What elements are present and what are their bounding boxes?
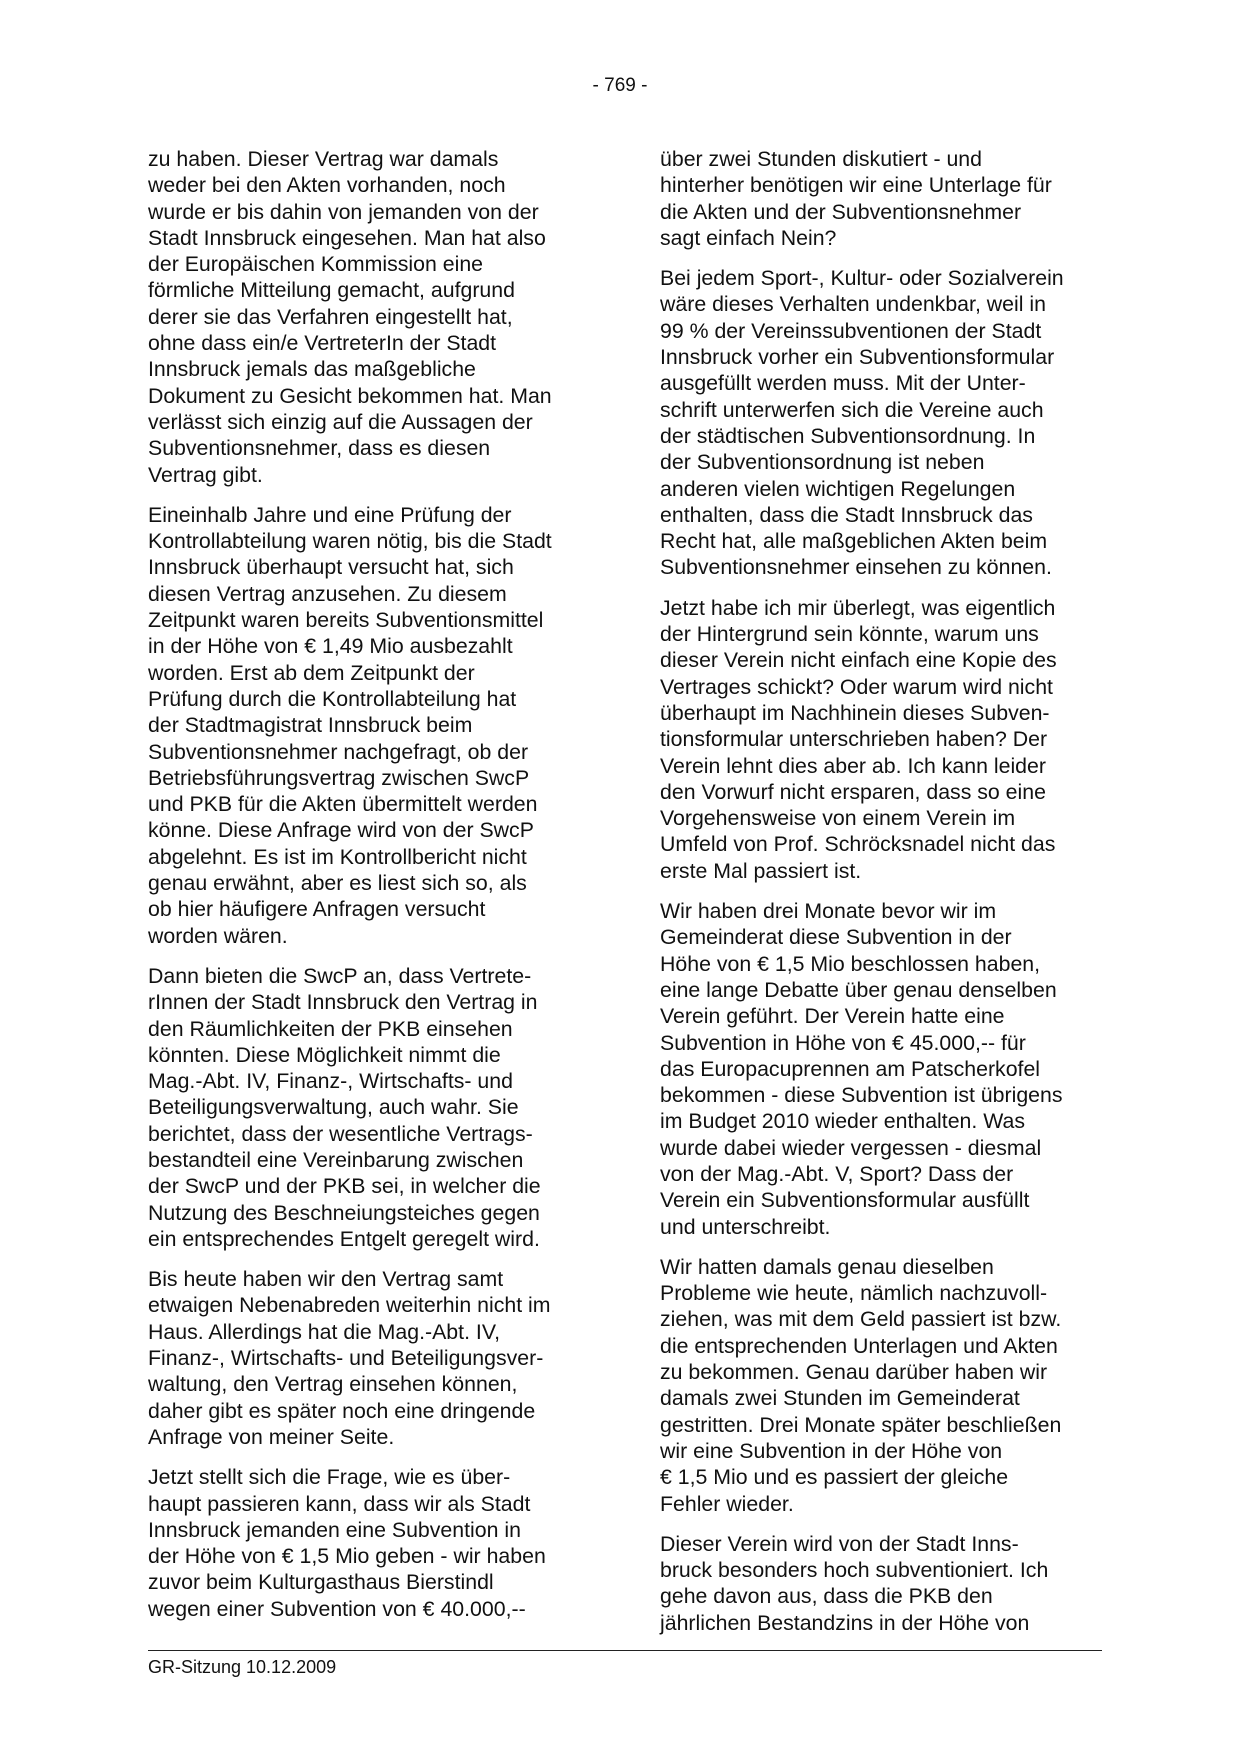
text-line: wurde er bis dahin von jemanden von der — [148, 199, 539, 224]
text-line: derer sie das Verfahren eingestellt hat, — [148, 304, 513, 329]
text-line: der Subventionsordnung ist neben — [660, 450, 985, 475]
text-line: haupt passieren kann, dass wir als Stadt — [148, 1491, 531, 1516]
right-column — [660, 146, 1105, 1650]
text-line: die entsprechenden Unterlagen und Akten — [660, 1333, 1058, 1358]
text-line: Vorgehensweise von einem Verein im — [660, 806, 1016, 831]
text-line: jährlichen Bestandzins in der Höhe von — [660, 1610, 1030, 1635]
text-line: Verein lehnt dies aber ab. Ich kann leider — [660, 753, 1046, 778]
text-line: Probleme wie heute, nämlich nachzuvoll- — [660, 1281, 1048, 1306]
text-line: Innsbruck vorher ein Subventionsformular — [660, 345, 1055, 370]
text-line: Jetzt stellt sich die Frage, wie es über- — [148, 1465, 511, 1490]
text-line: ob hier häufigere Anfragen versucht — [148, 897, 486, 922]
text-line: Höhe von € 1,5 Mio beschlossen haben, — [660, 951, 1041, 976]
paragraph — [660, 146, 1105, 251]
paragraph — [660, 1254, 1105, 1517]
text-line: den Räumlichkeiten der PKB einsehen — [148, 1016, 513, 1041]
text-line: Umfeld von Prof. Schröcksnadel nicht das — [660, 832, 1056, 857]
paragraph — [148, 1464, 600, 1622]
text-line: wäre dieses Verhalten undenkbar, weil in — [660, 292, 1046, 317]
footer-divider — [148, 1650, 1102, 1651]
text-line: gestritten. Drei Monate später beschließen — [660, 1412, 1062, 1437]
text-line: etwaigen Nebenabreden weiterhin nicht im — [148, 1293, 551, 1318]
text-line: Wir hatten damals genau dieselben — [660, 1254, 994, 1279]
text-line: könnten. Diese Möglichkeit nimmt die — [148, 1042, 501, 1067]
text-line: Anfrage von meiner Seite. — [148, 1424, 395, 1449]
paragraph — [660, 898, 1105, 1240]
text-line: anderen vielen wichtigen Regelungen — [660, 476, 1016, 501]
paragraph — [660, 595, 1105, 884]
text-line: Subventionsnehmer nachgefragt, ob der — [148, 739, 529, 764]
text-line: sagt einfach Nein? — [660, 225, 837, 250]
text-line: ein entsprechendes Entgelt geregelt wird. — [148, 1226, 540, 1251]
text-line: wegen einer Subvention von € 40.000,-- — [148, 1596, 526, 1621]
text-line: den Vorwurf nicht ersparen, dass so eine — [660, 779, 1046, 804]
text-line: der SwcP und der PKB sei, in welcher die — [148, 1174, 541, 1199]
text-line: wurde dabei wieder vergessen - diesmal — [660, 1135, 1042, 1160]
paragraph — [660, 1531, 1105, 1636]
text-line: Gemeinderat diese Subvention in der — [660, 925, 1012, 950]
text-line: der städtischen Subventionsordnung. In — [660, 423, 1036, 448]
text-line: zu bekommen. Genau darüber haben wir — [660, 1360, 1048, 1385]
text-line: erste Mal passiert ist. — [660, 858, 862, 883]
text-line: worden. Erst ab dem Zeitpunkt der — [148, 660, 475, 685]
text-line: bekommen - diese Subvention ist übrigens — [660, 1083, 1063, 1108]
text-line: weder bei den Akten vorhanden, noch — [148, 173, 506, 198]
text-line: Stadt Innsbruck eingesehen. Man hat also — [148, 225, 546, 250]
text-line: wir eine Subvention in der Höhe von — [660, 1438, 1003, 1463]
text-line: rInnen der Stadt Innsbruck den Vertrag in — [148, 990, 538, 1015]
text-line: damals zwei Stunden im Gemeinderat — [660, 1386, 1020, 1411]
text-line: Beteiligungsverwaltung, auch wahr. Sie — [148, 1095, 519, 1120]
text-line: Innsbruck überhaupt versucht hat, sich — [148, 555, 514, 580]
text-line: genau erwähnt, aber es liest sich so, als — [148, 871, 527, 896]
text-line: Mag.-Abt. IV, Finanz-, Wirtschafts- und — [148, 1069, 513, 1094]
text-line: Dieser Verein wird von der Stadt Inns- — [660, 1531, 1019, 1556]
text-line: Verein ein Subventionsformular ausfüllt — [660, 1188, 1030, 1213]
text-line: über zwei Stunden diskutiert - und — [660, 147, 983, 171]
text-line: Fehler wieder. — [660, 1491, 794, 1516]
text-line: Subventionsnehmer einsehen zu können. — [660, 555, 1052, 580]
text-line: Eineinhalb Jahre und eine Prüfung der — [148, 502, 512, 527]
text-line: Innsbruck jemanden eine Subvention in — [148, 1517, 521, 1542]
text-line: Vertrages schickt? Oder warum wird nicht — [660, 674, 1053, 699]
text-line: ohne dass ein/e VertreterIn der Stadt — [148, 331, 497, 356]
text-line: Betriebsführungsvertrag zwischen SwcP — [148, 765, 530, 790]
left-column — [148, 146, 600, 1636]
text-line: zuvor beim Kulturgasthaus Bierstindl — [148, 1570, 494, 1595]
text-line: der Europäischen Kommission eine — [148, 252, 484, 277]
text-line: Innsbruck jemals das maßgebliche — [148, 357, 476, 382]
text-line: verlässt sich einzig auf die Aussagen der — [148, 409, 533, 434]
text-line: Nutzung des Beschneiungsteiches gegen — [148, 1200, 540, 1225]
text-line: und PKB für die Akten übermittelt werden — [148, 792, 538, 817]
text-line: der Stadtmagistrat Innsbruck beim — [148, 713, 473, 738]
page-number: - 769 - — [592, 75, 648, 96]
text-line: hinterher benötigen wir eine Unterlage für — [660, 173, 1052, 198]
text-line: der Höhe von € 1,5 Mio geben - wir haben — [148, 1544, 546, 1569]
text-line: das Europacuprennen am Patscherkofel — [660, 1056, 1041, 1081]
text-line: Kontrollabteilung waren nötig, bis die Stadt — [148, 529, 552, 554]
footer-session-date: GR-Sitzung 10.12.2009 — [148, 1657, 337, 1677]
text-line: Subventionsnehmer, dass es diesen — [148, 436, 491, 461]
text-line: förmliche Mitteilung gemacht, aufgrund — [148, 278, 515, 303]
paragraph — [148, 1266, 600, 1450]
paragraph — [660, 265, 1105, 581]
text-line: ausgefüllt werden muss. Mit der Unter- — [660, 371, 1026, 396]
text-line: enthalten, dass die Stadt Innsbruck das — [660, 502, 1033, 527]
text-line: ziehen, was mit dem Geld passiert ist bzw. — [660, 1307, 1062, 1332]
text-line: Dokument zu Gesicht bekommen hat. Man — [148, 383, 552, 408]
text-line: zu haben. Dieser Vertrag war damals — [148, 147, 499, 171]
text-line: worden wären. — [148, 923, 288, 948]
text-line: überhaupt im Nachhinein dieses Subven- — [660, 700, 1050, 725]
text-line: Vertrag gibt. — [148, 462, 263, 487]
text-line: Haus. Allerdings hat die Mag.-Abt. IV, — [148, 1319, 500, 1344]
text-line: 99 % der Vereinssubventionen der Stadt — [660, 318, 1042, 343]
text-line: diesen Vertrag anzusehen. Zu diesem — [148, 581, 507, 606]
text-line: im Budget 2010 wieder enthalten. Was — [660, 1109, 1026, 1134]
text-line: schrift unterwerfen sich die Vereine auch — [660, 397, 1044, 422]
text-line: Recht hat, alle maßgeblichen Akten beim — [660, 529, 1048, 554]
text-line: waltung, den Vertrag einsehen können, — [148, 1372, 518, 1397]
text-line: von der Mag.-Abt. V, Sport? Dass der — [660, 1161, 1014, 1186]
text-line: Dann bieten die SwcP an, dass Vertrete- — [148, 963, 532, 988]
text-line: € 1,5 Mio und es passiert der gleiche — [660, 1465, 1009, 1490]
text-line: in der Höhe von € 1,49 Mio ausbezahlt — [148, 634, 513, 659]
text-line: gehe davon aus, dass die PKB den — [660, 1584, 993, 1609]
text-line: Jetzt habe ich mir überlegt, was eigentlich — [660, 595, 1056, 620]
paragraph — [148, 502, 600, 949]
text-line: Bis heute haben wir den Vertrag samt — [148, 1267, 504, 1292]
text-line: und unterschreibt. — [660, 1214, 831, 1239]
text-line: berichtet, dass der wesentliche Vertrags- — [148, 1121, 533, 1146]
text-line: tionsformular unterschrieben haben? Der — [660, 727, 1048, 752]
paragraph — [148, 146, 600, 488]
text-line: daher gibt es später noch eine dringende — [148, 1398, 536, 1423]
text-line: Zeitpunkt waren bereits Subventionsmittel — [148, 608, 544, 633]
text-line: könne. Diese Anfrage wird von der SwcP — [148, 818, 534, 843]
text-line: bruck besonders hoch subventioniert. Ich — [660, 1558, 1049, 1583]
text-line: die Akten und der Subventionsnehmer — [660, 199, 1022, 224]
text-line: eine lange Debatte über genau denselben — [660, 977, 1057, 1002]
text-line: abgelehnt. Es ist im Kontrollbericht nicht — [148, 844, 527, 869]
text-line: Subvention in Höhe von € 45.000,-- für — [660, 1030, 1026, 1055]
text-line: dieser Verein nicht einfach eine Kopie des — [660, 648, 1057, 673]
text-line: Verein geführt. Der Verein hatte eine — [660, 1004, 1005, 1029]
text-line: Bei jedem Sport-, Kultur- oder Sozialverein — [660, 266, 1064, 291]
text-line: Wir haben drei Monate bevor wir im — [660, 899, 997, 924]
text-line: bestandteil eine Vereinbarung zwischen — [148, 1147, 524, 1172]
paragraph — [148, 963, 600, 1252]
text-line: der Hintergrund sein könnte, warum uns — [660, 622, 1039, 647]
text-line: Finanz-, Wirtschafts- und Beteiligungsver- — [148, 1346, 544, 1371]
text-line: Prüfung durch die Kontrollabteilung hat — [148, 686, 517, 711]
